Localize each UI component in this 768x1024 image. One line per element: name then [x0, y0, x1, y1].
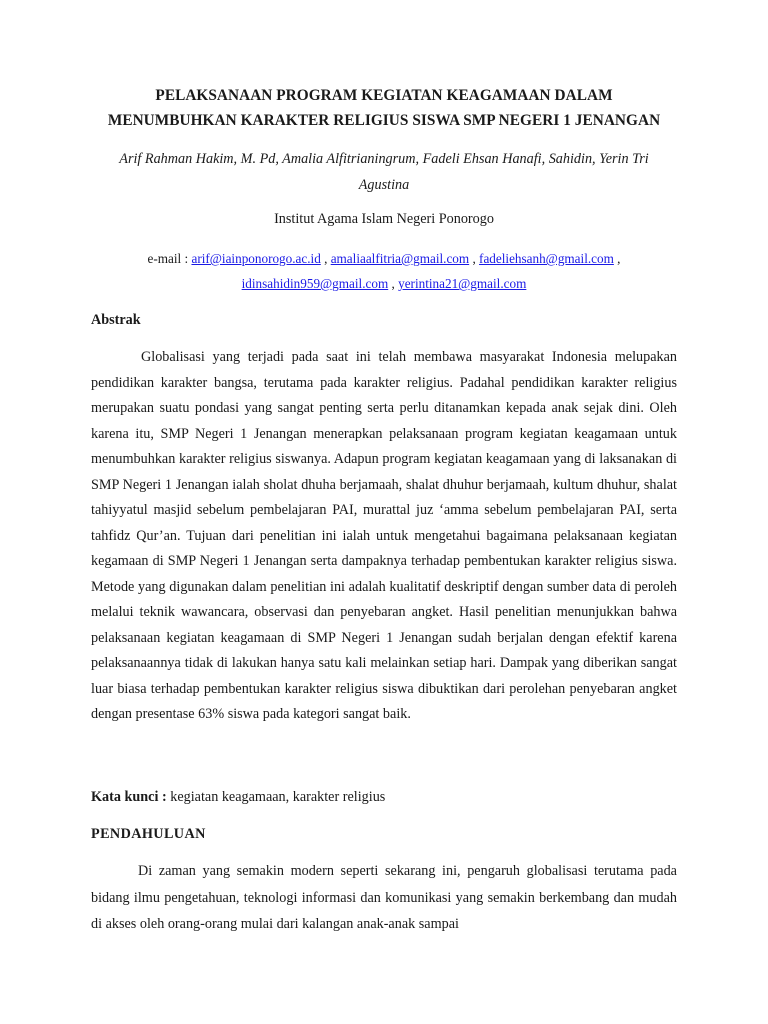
title-line-1: PELAKSANAAN PROGRAM KEGIATAN KEAGAMAAN DALAM — [155, 87, 613, 104]
email-separator: , — [320, 251, 331, 266]
introduction-body: Di zaman yang semakin modern seperti sekarang ini, pengaruh globalisasi terutama pada bidang ilmu pengetahuan, teknologi informasi dan komunikasi yang semakin berkembang dan mudah di akses oleh orang-orang mulai dari kalangan anak-anak sampai — [91, 863, 677, 932]
institution: Institut Agama Islam Negeri Ponorogo — [274, 211, 494, 227]
email-separator: , — [388, 276, 399, 291]
paper-title — [91, 83, 677, 133]
email-link-4[interactable]: idinsahidin959@gmail.com — [241, 276, 389, 291]
email-line-2 — [91, 271, 677, 296]
email-trailing-separator: , — [613, 251, 621, 266]
author-list — [91, 146, 677, 198]
email-line-1 — [91, 246, 677, 271]
keywords-label: Kata kunci : — [91, 789, 167, 805]
email-link-1[interactable]: arif@iainponorogo.ac.id — [191, 251, 321, 266]
email-link-5[interactable]: yerintina21@gmail.com — [398, 276, 527, 291]
introduction-heading: PENDAHULUAN — [91, 826, 206, 842]
email-label: e-mail : — [147, 251, 192, 266]
abstract-heading: Abstrak — [91, 312, 141, 328]
keywords — [91, 786, 677, 808]
abstract-body: Globalisasi yang terjadi pada saat ini telah membawa masyarakat Indonesia melupakan pendidikan karakter bangsa, terutama pada karakter religius. Padahal pendidikan karakter religius merupakan suatu pondasi yang sangat penting serta perlu ditanamkan kepada anak sejak dini. Oleh karena itu, SMP Negeri 1 Jenangan menerapkan pelaksanaan program kegiatan keagamaan untuk menumbuhkan karakter religius siswanya. Adapun program kegiatan keagamaan yang di laksanakan di SMP Negeri 1 Jenangan ialah sholat dhuha berjamaah, shalat dhuhur berjamaah, kultum dhuhur, shalat tahiyyatul masjid sebelum pembelajaran PAI, murattal juz ‘amma sebelum pembelajaran PAI, serta tahfidz Qur’an. Tujuan dari penelitian ini ialah untuk mengetahui bagaimana pelaksanaan kegiatan kegamaan di SMP Negeri 1 Jenangan serta dampaknya terhadap pembentukan karakter religius siswa. Metode yang digunakan dalam penelitian ini adalah kualitatif deskriptif dengan sumber data di peroleh melalui teknik wawancara, observasi dan penyebaran angket. Hasil penelitian menunjukkan bahwa pelaksanaan kegiatan keagamaan di SMP Negeri 1 Jenangan sudah berjalan dengan efektif karena pelaksanaannya tidak di lakukan hanya satu kali melainkan setiap hari. Dampak yang diberikan sangat luar biasa terhadap pembentukan karakter religius siswa dibuktikan dari perolehan penyebaran angket dengan presentase 63% siswa pada kategori sangat baik. — [91, 349, 677, 722]
keywords-value: kegiatan keagamaan, karakter religius — [166, 789, 386, 805]
email-list — [91, 246, 677, 296]
email-link-3[interactable]: fadeliehsanh@gmail.com — [479, 251, 614, 266]
email-separator: , — [469, 251, 480, 266]
authors-line-2: Agustina — [358, 177, 410, 193]
email-link-2[interactable]: amaliaalfitria@gmail.com — [330, 251, 470, 266]
authors-line-1: Arif Rahman Hakim, M. Pd, Amalia Alfitrianingrum, Fadeli Ehsan Hanafi, Sahidin, Yerin Tri — [119, 151, 649, 167]
title-line-2: MENUMBUHKAN KARAKTER RELIGIUS SISWA SMP NEGERI 1 JENANGAN — [107, 112, 661, 129]
